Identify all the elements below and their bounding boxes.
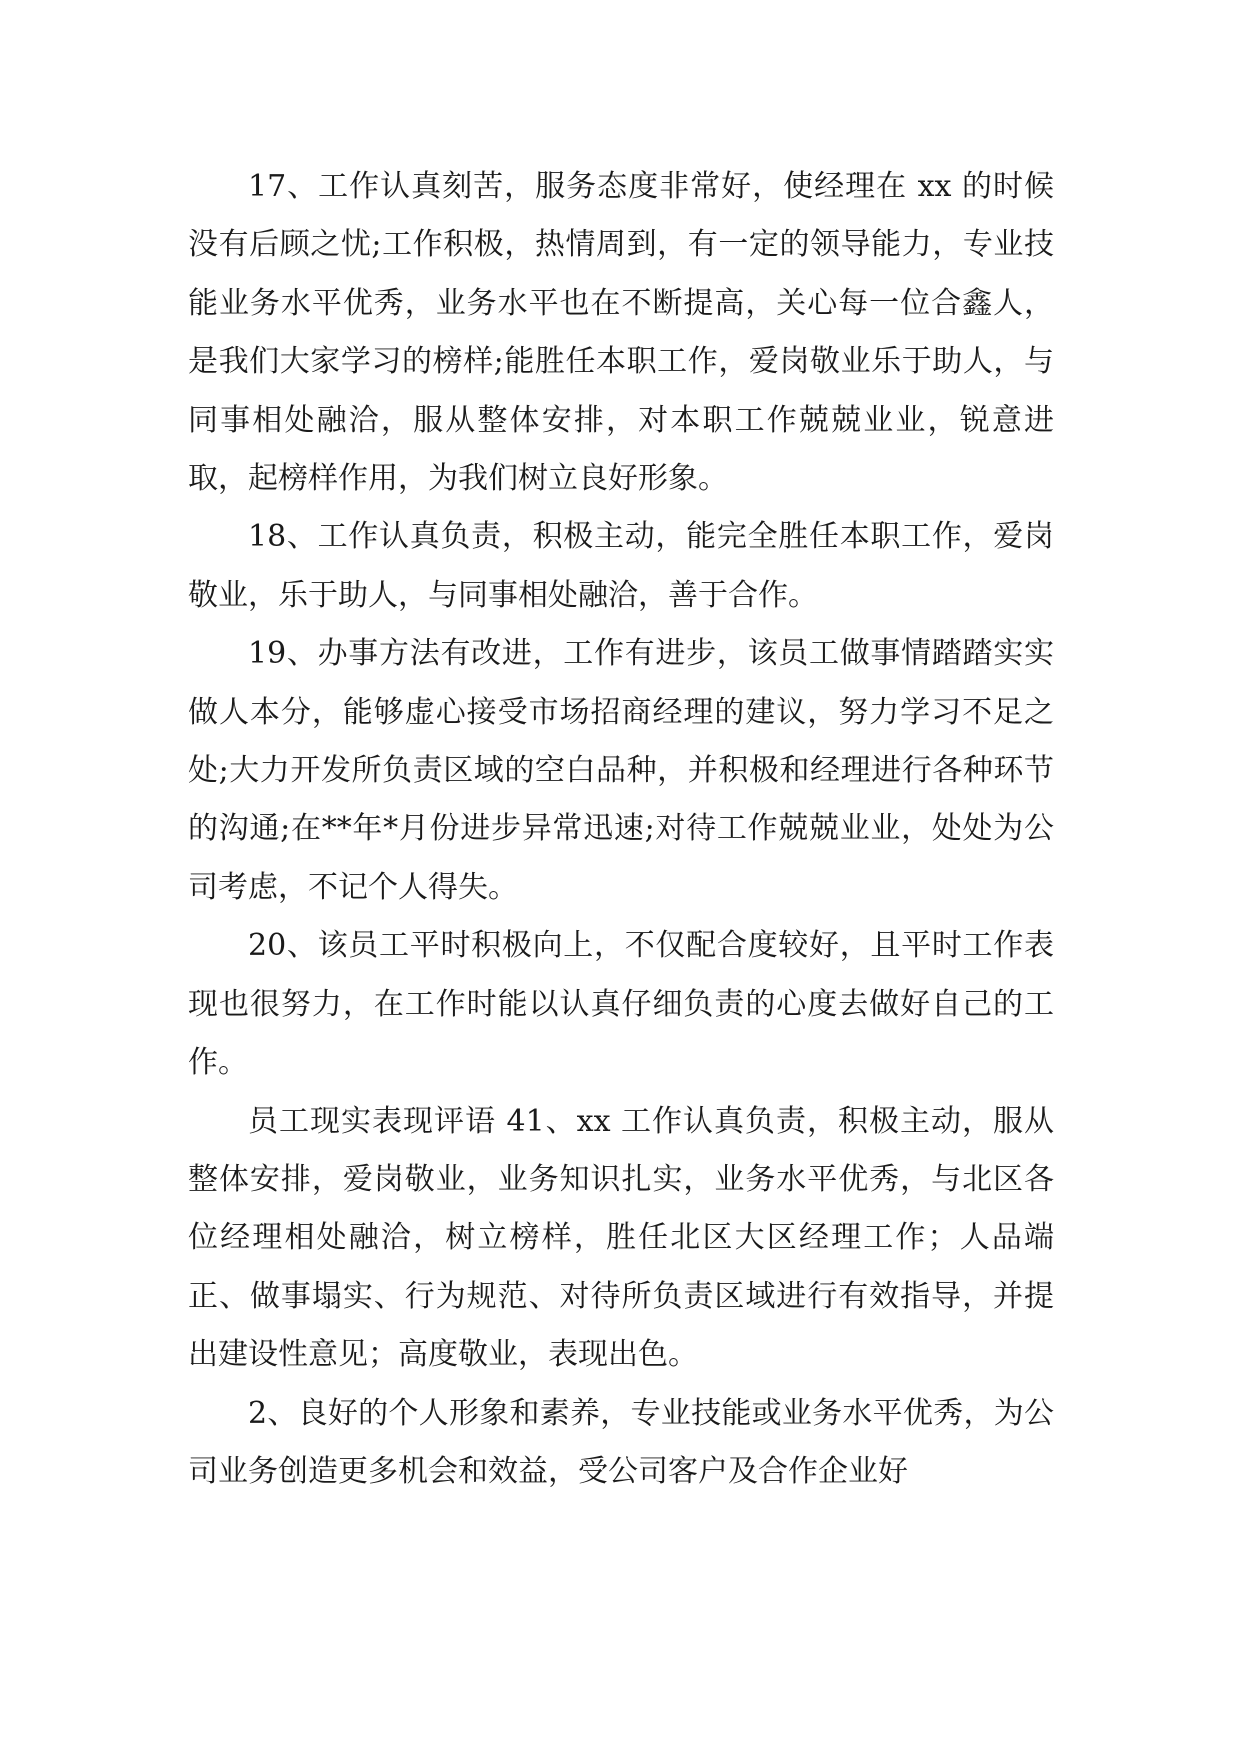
paragraph-17: 17、工作认真刻苦，服务态度非常好，使经理在 xx 的时候没有后顾之忧;工作积极，热情周到，有一定的领导能力，专业技能业务水平优秀，业务水平也在不断提高，关心每一位合鑫人，是我们大家学习的榜样;能胜任本职工作，爱岗敬业乐于助人，与同事相处融洽，服从整体安排，对本职工作兢兢业业，锐意进取，起榜样作用，为我们树立良好形象。 bbox=[188, 169, 1054, 497]
document-body bbox=[188, 158, 1054, 1501]
paragraph-evaluation-41: 员工现实表现评语 41、xx 工作认真负责，积极主动，服从整体安排，爱岗敬业，业务知识扎实，业务水平优秀，与北区各位经理相处融洽，树立榜样，胜任北区大区经理工作；人品端正、做事塌实、行为规范、对待所负责区域进行有效指导，并提出建设性意见；高度敬业，表现出色。 bbox=[188, 1103, 1054, 1373]
paragraph-20: 20、该员工平时积极向上，不仅配合度较好，且平时工作表现也很努力，在工作时能以认真仔细负责的心度去做好自己的工作。 bbox=[188, 928, 1054, 1081]
paragraph-2: 2、良好的个人形象和素养，专业技能或业务水平优秀，为公司业务创造更多机会和效益，受公司客户及合作企业好 bbox=[188, 1395, 1054, 1489]
paragraph-18: 18、工作认真负责，积极主动，能完全胜任本职工作，爱岗敬业，乐于助人，与同事相处融洽，善于合作。 bbox=[188, 519, 1054, 613]
paragraph-19: 19、办事方法有改进，工作有进步，该员工做事情踏踏实实做人本分，能够虚心接受市场招商经理的建议，努力学习不足之处;大力开发所负责区域的空白品种，并积极和经理进行各种环节的沟通;在**年*月份进步异常迅速;对待工作兢兢业业，处处为公司考虑，不记个人得失。 bbox=[188, 636, 1054, 905]
